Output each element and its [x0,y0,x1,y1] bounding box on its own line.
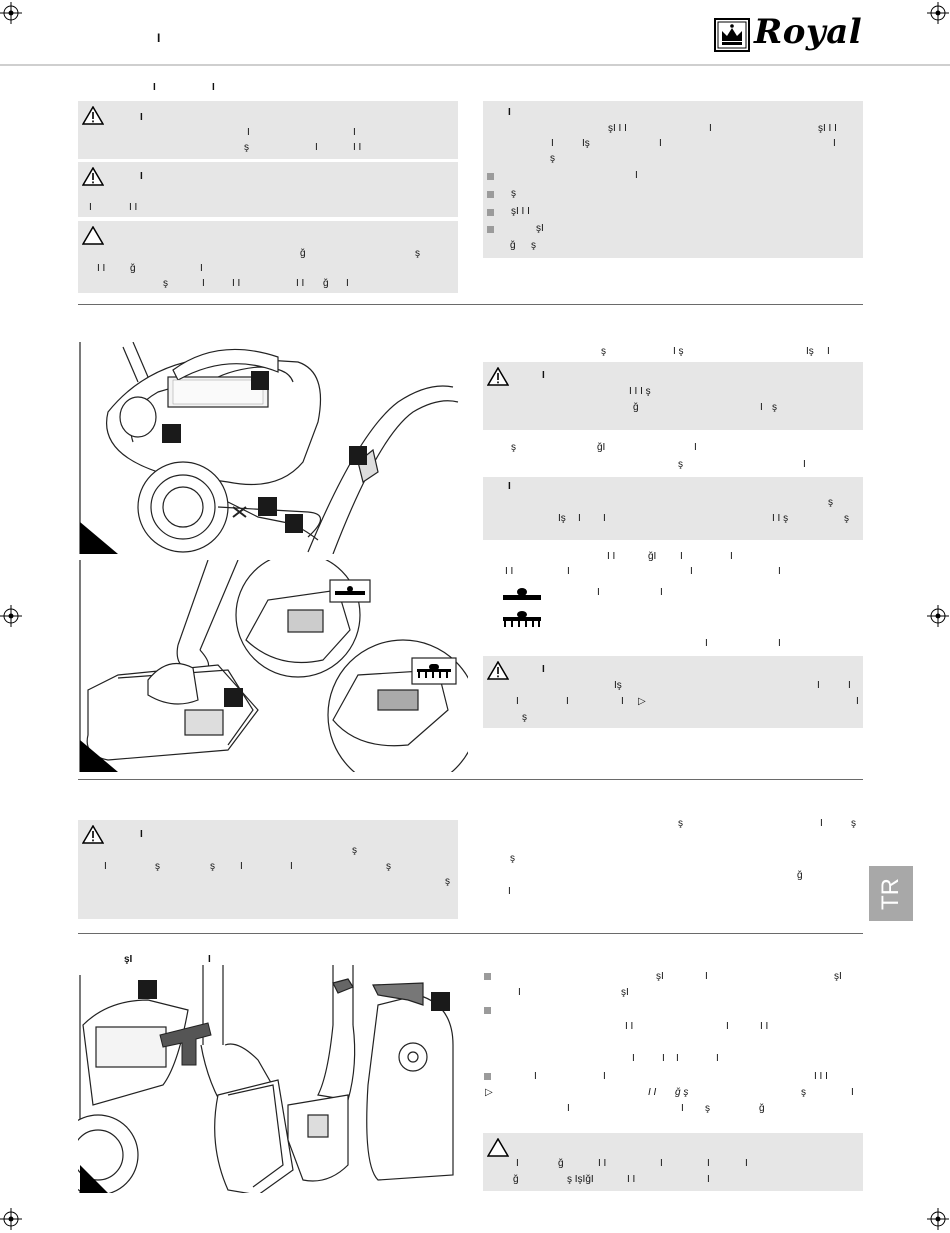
callout-label [251,371,269,390]
caution-box-1 [78,221,458,293]
sec4-list-text: I [851,1087,854,1098]
sec2-paragraph: I [694,442,697,453]
language-tab [869,866,913,921]
note1-text: I [659,138,662,149]
registration-mark-mid-left [0,605,22,627]
callout-label [285,514,303,533]
sec2-intro-text: ş [601,346,606,357]
sec2-paragraph: I [778,566,781,577]
note2-text: I I ş [772,513,789,524]
sec2-paragraph: I [680,551,683,562]
warn2-text: I [89,202,92,213]
sec2-paragraph: I [778,638,781,649]
caution2-text: ğ [513,1174,519,1185]
sec1-heading-fragment: I [212,82,215,93]
sec4-list-text: I I [760,1021,769,1032]
warn2-text: I I [129,202,138,213]
sec4-list-text: ▷ [485,1087,493,1098]
caution-text: I [346,278,349,289]
note-box-2 [483,477,863,540]
warn5-text: I [240,861,243,872]
caution2-text: I [660,1158,663,1169]
callout-label [258,497,277,516]
warn3-text: I [760,402,763,413]
section-divider [78,779,863,780]
warn3-text: I [542,370,545,381]
caution2-text: ğ [558,1158,564,1169]
caution2-text: I I [627,1174,636,1185]
sec4-list-text: I [705,971,708,982]
callout-label [349,446,367,465]
registration-mark-top-left [0,2,22,24]
warn2-text: I [140,171,143,182]
sec2-paragraph: I [690,566,693,577]
sec2-paragraph: I [567,566,570,577]
warning-triangle-icon [82,106,104,125]
caution-text: I I [296,278,305,289]
sec2-intro-text: Iş [806,346,814,357]
warn5-text: ş [210,861,215,872]
warning-triangle-icon [487,661,509,680]
sec2-paragraph: I [597,587,600,598]
caution-triangle-icon [82,226,104,245]
warn5-text: I [104,861,107,872]
sec4-list-text: I [567,1103,570,1114]
header-text: I [157,31,161,45]
registration-mark-mid-right [927,605,949,627]
note2-text: I [508,481,511,492]
sec3-paragraph: I [508,886,511,897]
warn5-text: ş [386,861,391,872]
sec2-paragraph: ğI [597,442,606,453]
note1-text: ğ [510,240,516,251]
caution-triangle-icon [487,1138,509,1157]
note1-text: ş [531,240,536,251]
sec4-list-text: I I [625,1021,634,1032]
note1-text: ş [550,153,555,164]
warn4-text: ▷ [638,696,646,707]
sec4-list-text: I [603,1071,606,1082]
note2-text: ş [828,497,833,508]
warn1-text: I [315,142,318,153]
sec4-heading-fragment: I [208,954,211,965]
sec4-list-text: ğ [759,1103,765,1114]
sec2-paragraph: I I [607,551,616,562]
smooth-floor-icon [503,586,541,602]
sec4-list-text: ş [705,1103,710,1114]
warning-triangle-icon [82,167,104,186]
note1-text: şI [536,223,544,234]
caution2-text: I [516,1158,519,1169]
caution-text: I I [232,278,241,289]
note1-text: şI I I [511,206,530,217]
warn4-text: I [621,696,624,707]
caution-text: I I [97,263,106,274]
callout-label [224,688,243,707]
sec2-paragraph: ş [511,442,516,453]
warn4-text: I [856,696,859,707]
note1-text: I [833,138,836,149]
callout-label [162,424,181,443]
callout-label [431,992,450,1011]
sec3-paragraph: ş [851,818,856,829]
sec4-list-text: I [534,1071,537,1082]
sec2-paragraph: I [660,587,663,598]
caution2-text: I I [598,1158,607,1169]
caution2-text: I [707,1158,710,1169]
note1-text: I [635,170,638,181]
warn5-text: ş [445,876,450,887]
list-bullet [484,1007,491,1014]
sec4-list-text: ğ ş [675,1087,689,1098]
note1-text: şI I I [818,123,837,134]
warn4-text: I [516,696,519,707]
warn1-text: I I [353,142,362,153]
warning-triangle-icon [82,825,104,844]
note2-text: I [578,513,581,524]
list-bullet [487,226,494,233]
sec2-intro-text: I [827,346,830,357]
caution-text: ğ [300,248,306,259]
caution-text: ş [415,248,420,259]
sec4-list-text: I [632,1053,635,1064]
caution-box-2 [483,1133,863,1191]
sec2-paragraph: I I [505,566,514,577]
warn4-text: Iş [614,680,622,691]
sec3-paragraph: ş [678,818,683,829]
list-bullet [487,191,494,198]
sec2-paragraph: I [730,551,733,562]
sec4-list-text: şI [656,971,664,982]
carpet-brush-icon [503,610,541,628]
note1-text: ş [511,188,516,199]
note1-text: I [551,138,554,149]
crown-crest-icon [714,18,750,52]
sec4-list-text: I [681,1103,684,1114]
caution-text: I [200,263,203,274]
caution-text: I [202,278,205,289]
warning-box-5 [78,820,458,919]
sec4-list-text: ş [801,1087,806,1098]
sec1-heading-fragment: I [153,82,156,93]
warn1-text: ş [244,142,249,153]
caution-text: ğ [323,278,329,289]
warn4-text: I [817,680,820,691]
brand-logo [714,12,864,52]
sec3-paragraph: ğ [797,870,803,881]
list-bullet [487,209,494,216]
sec2-paragraph: ğI [648,551,657,562]
warn1-text: I [247,127,250,138]
note2-text: ş [844,513,849,524]
caution-text: ş [163,278,168,289]
warn4-text: ş [522,712,527,723]
note2-text: I [603,513,606,524]
warn4-text: I [848,680,851,691]
note1-text: I [709,123,712,134]
sec4-list-text: I [662,1053,665,1064]
registration-mark-bottom-right [927,1208,949,1230]
warning-triangle-icon [487,367,509,386]
sec2-paragraph: I [803,459,806,470]
sec4-list-text: şI [834,971,842,982]
warn4-text: I [542,664,545,675]
warn3-text: ğ [633,402,639,413]
floor-nozzle-illustration [78,560,468,772]
warn5-text: ş [352,845,357,856]
registration-mark-top-right [927,2,949,24]
sec2-paragraph: I [705,638,708,649]
sec3-paragraph: ş [510,853,515,864]
warning-box-1 [78,101,458,159]
sec4-heading-fragment: şI [124,954,133,965]
section-divider [78,933,863,934]
list-bullet [484,973,491,980]
warn3-text: ş [772,402,777,413]
section-divider [78,304,863,305]
list-bullet [484,1073,491,1080]
sec4-list-text: I [518,987,521,998]
sec4-list-text: I [716,1053,719,1064]
language-tab-label: TR [877,877,904,910]
warn5-text: I [140,829,143,840]
warn1-text: I [140,112,143,123]
caution2-text: I [745,1158,748,1169]
brand-name: Royal [754,12,863,52]
warn4-text: I [566,696,569,707]
note1-text: I [508,107,511,118]
bag-replacement-illustration [78,965,468,1193]
sec4-list-text: I I I [814,1071,828,1082]
warn1-text: I [353,127,356,138]
warn3-text: I I I ş [629,386,651,397]
sec3-paragraph: I [820,818,823,829]
sec2-intro-text: I ş [673,346,684,357]
registration-mark-bottom-left [0,1208,22,1230]
note2-text: Iş [558,513,566,524]
vacuum-cleaner-illustration [78,342,468,554]
warning-box-4 [483,656,863,728]
note1-text: Iş [582,138,590,149]
caution2-text: I [707,1174,710,1185]
warning-box-3 [483,362,863,430]
sec2-paragraph: ş [678,459,683,470]
sec4-list-text: I I [648,1087,657,1098]
sec4-list-text: I [726,1021,729,1032]
warn5-text: ş [155,861,160,872]
caution-text: ğ [130,263,136,274]
callout-label [138,980,157,999]
list-bullet [487,173,494,180]
header-rule [0,64,950,66]
caution2-text: ş IşIğI [567,1174,594,1185]
sec4-list-text: I [676,1053,679,1064]
sec4-list-text: şI [621,987,629,998]
warn5-text: I [290,861,293,872]
note1-text: şI I I [608,123,627,134]
